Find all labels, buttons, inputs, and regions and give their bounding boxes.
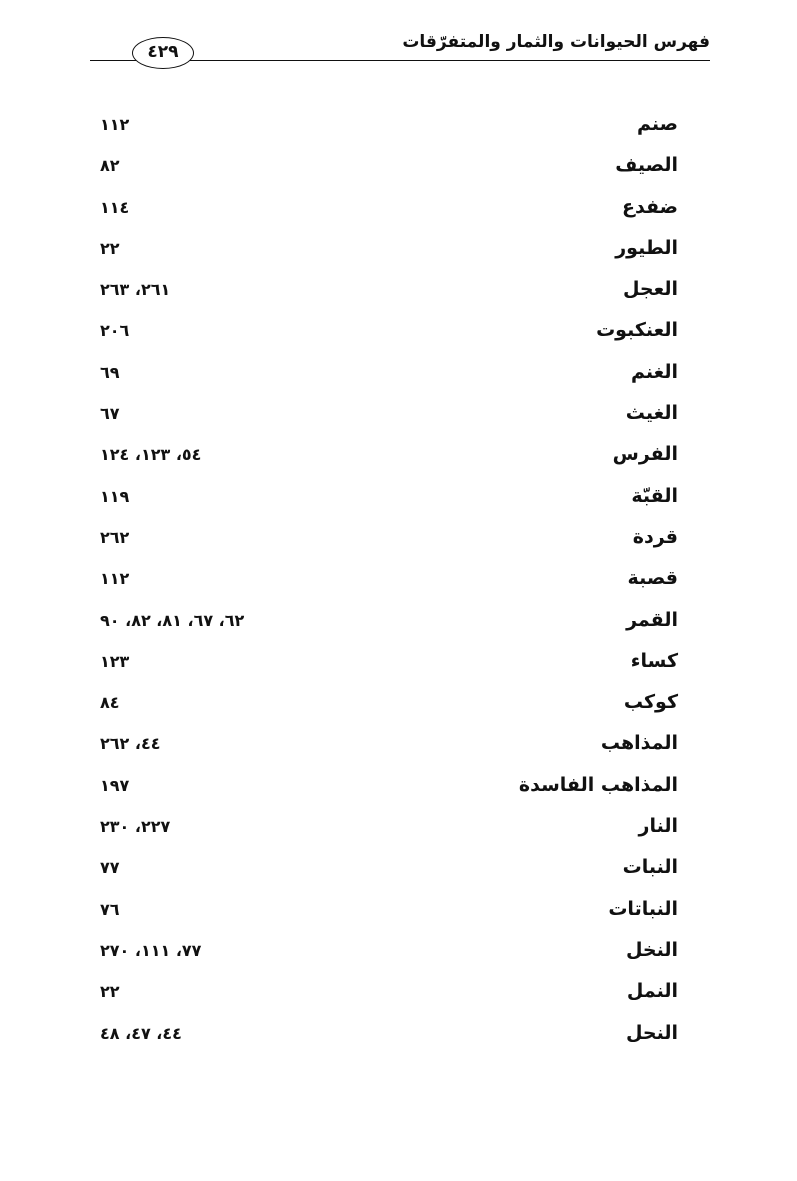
entry-term: الغيث — [625, 402, 678, 425]
entry-term: قصبة — [627, 567, 678, 590]
entry-pages: ٤٤، ٢٦٢ — [100, 734, 161, 754]
index-entry — [100, 726, 678, 767]
entry-pages: ٨٢ — [100, 156, 120, 176]
entry-term: القمر — [626, 608, 678, 631]
index-entry — [100, 479, 678, 520]
entry-pages: ٢٢ — [100, 238, 120, 258]
entry-pages: ١١٢ — [100, 569, 130, 589]
page-header — [90, 20, 710, 62]
index-entry — [100, 892, 678, 933]
entry-pages: ٧٦ — [100, 899, 120, 919]
index-list — [100, 107, 678, 1057]
entry-term: العنكبوت — [596, 319, 678, 342]
index-entry — [100, 850, 678, 891]
entry-pages: ٧٧، ١١١، ٢٧٠ — [100, 940, 202, 960]
entry-term: الفرس — [612, 443, 678, 466]
index-entry — [100, 603, 678, 644]
entry-term: صنم — [636, 113, 678, 135]
index-entry — [100, 313, 678, 354]
entry-pages: ٤٤، ٤٧، ٤٨ — [100, 1023, 182, 1043]
entry-term: المذاهب — [600, 732, 678, 755]
entry-term: العجل — [622, 278, 678, 301]
entry-pages: ٦٢، ٦٧، ٨١، ٨٢، ٩٠ — [100, 610, 245, 630]
entry-pages: ١٢٣ — [100, 651, 130, 671]
entry-pages: ٢٢٧، ٢٣٠ — [100, 817, 171, 837]
entry-pages: ١٩٧ — [100, 775, 130, 795]
entry-term: المذاهب الفاسدة — [518, 773, 678, 796]
index-entry — [100, 355, 678, 396]
index-entry — [100, 148, 678, 189]
entry-term: النار — [638, 815, 678, 838]
entry-pages: ٢٠٦ — [100, 321, 130, 341]
entry-term: النحل — [625, 1021, 678, 1044]
entry-pages: ٦٧ — [100, 404, 120, 424]
index-entry — [100, 974, 678, 1015]
entry-term: الطيور — [615, 236, 678, 259]
index-entry — [100, 272, 678, 313]
entry-term: القبّة — [631, 484, 678, 507]
entry-pages: ٦٩ — [100, 362, 120, 382]
entry-pages: ٢٦٢ — [100, 527, 130, 547]
entry-pages: ٨٤ — [100, 693, 120, 713]
entry-term: النبات — [622, 856, 678, 879]
entry-pages: ١١٤ — [100, 197, 130, 217]
index-entry — [100, 107, 678, 148]
index-entry — [100, 644, 678, 685]
entry-term: قردة — [632, 525, 678, 548]
index-entry — [100, 768, 678, 809]
entry-pages: ١١٩ — [100, 486, 130, 506]
index-entry — [100, 190, 678, 231]
entry-term: النمل — [626, 980, 678, 1003]
entry-term: النخل — [625, 938, 678, 961]
index-entry — [100, 520, 678, 561]
running-title: فهرس الحيوانات والثمار والمتفرّقات — [402, 32, 710, 52]
index-entry — [100, 933, 678, 974]
entry-term: كوكب — [623, 691, 678, 714]
entry-pages: ١١٢ — [100, 115, 130, 134]
entry-term: الصيف — [615, 154, 678, 177]
entry-pages: ٥٤، ١٢٣، ١٢٤ — [100, 445, 202, 465]
entry-term: ضفدع — [622, 195, 678, 218]
entry-pages: ٧٧ — [100, 858, 120, 878]
entry-pages: ٢٢ — [100, 982, 120, 1002]
entry-term: كساء — [630, 649, 678, 672]
index-entry — [100, 437, 678, 478]
index-entry — [100, 809, 678, 850]
entry-term: النباتات — [608, 897, 678, 920]
page-number: ٤٢٩ — [132, 37, 194, 69]
index-entry — [100, 396, 678, 437]
entry-term: الغنم — [630, 360, 678, 383]
index-entry — [100, 231, 678, 272]
index-entry — [100, 561, 678, 602]
entry-pages: ٢٦١، ٢٦٣ — [100, 280, 171, 300]
index-entry — [100, 1016, 678, 1057]
index-entry — [100, 685, 678, 726]
